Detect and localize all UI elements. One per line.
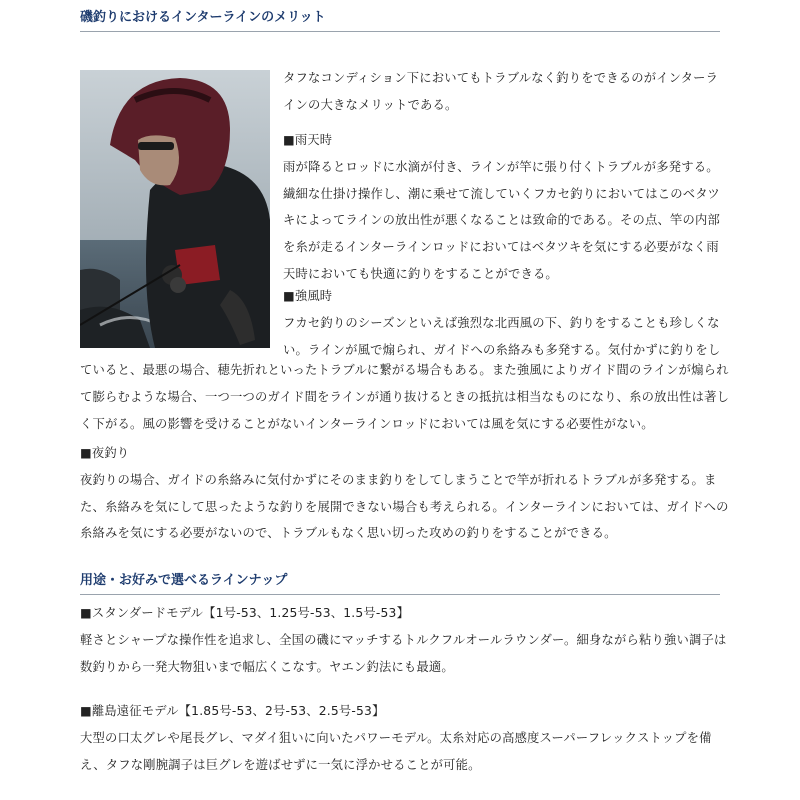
wind-line: く下がる。風の影響を受けることがないインターラインロッドにおいては風を気にする必要性がない。 [80, 416, 654, 431]
standard-model-line: 数釣りから一発大物狙いまで幅広くこなす。ヤエン釣法にも最適。 [80, 659, 454, 674]
rain-section [283, 127, 720, 288]
wind-heading: ■強風時 [283, 289, 333, 303]
night-section [80, 440, 729, 547]
section-title-merits: 磯釣りにおけるインターラインのメリット [80, 8, 720, 32]
night-line: 糸絡みを気にする必要がないので、トラブルもなく思い切った攻めの釣りをすることができる。 [80, 526, 617, 541]
wind-line: ていると、最悪の場合、穂先折れといったトラブルに繋がる場合もある。また強風によりガイド間のラインが煽られ [80, 363, 729, 377]
section-title-lineup: 用途・お好みで選べるラインナップ [80, 571, 720, 595]
rain-line: 雨が降るとロッドに水滴が付き、ラインが竿に張り付くトラブルが多発する。 [283, 159, 719, 174]
intro-text [283, 65, 718, 119]
wind-section-continued [80, 357, 729, 437]
intro-line: タフなコンディション下においてもトラブルなく釣りをできるのがインターラ [283, 71, 719, 85]
rain-line: を糸が走るインターラインロッドにおいてはベタツキを気にする必要がなく雨 [283, 240, 719, 255]
night-line: た、糸絡みを気にして思ったような釣りを展開できない場合も考えられる。インターラインにおいては、ガイドへの [80, 499, 729, 514]
rain-heading: ■雨天時 [283, 133, 333, 147]
standard-model-line: 軽さとシャープな操作性を追求し、全国の磯にマッチするトルクフルオールラウンダー。細身ながら粘り強い調子は [80, 632, 727, 647]
angler-photo [80, 70, 270, 348]
night-heading: ■夜釣り [80, 446, 130, 460]
rain-line: 繊細な仕掛け操作し、潮に乗せて流していくフカセ釣りにおいてはこのベタツ [283, 186, 720, 201]
wind-line: て膨らむような場合、一つ一つのガイド間をラインが通り抜けるときの抵抗は相当なものになり、糸の放出性は著し [80, 389, 730, 404]
rain-line: 天時においても快適に釣りをすることができる。 [283, 266, 558, 281]
intro-line: インの大きなメリットである。 [283, 97, 458, 112]
remote-model-line: 大型の口太グレや尾長グレ、マダイ狙いに向いたパワーモデル。太糸対応の高感度スーパーフレックストップを備 [80, 730, 712, 745]
wind-line: フカセ釣りのシーズンといえば強烈な北西風の下、釣りをすることも珍しくな [283, 315, 720, 330]
standard-model-section [80, 600, 727, 680]
remote-model-line: え、タフな剛腕調子は巨グレを遊ばせずに一気に浮かせることが可能。 [80, 757, 481, 772]
wind-section [283, 283, 720, 363]
remote-model-heading: ■離島遠征モデル【1.85号-53、2号-53、2.5号-53】 [80, 704, 385, 718]
standard-model-heading: ■スタンダードモデル【1号-53、1.25号-53、1.5号-53】 [80, 606, 410, 620]
rain-line: キによってラインの放出性が悪くなることは致命的である。その点、竿の内部 [283, 213, 721, 228]
wind-line: い。ラインが風で煽られ、ガイドへの糸絡みも多発する。気付かずに釣りをし [283, 342, 721, 357]
night-line: 夜釣りの場合、ガイドの糸絡みに気付かずにそのまま釣りをしてしまうことで竿が折れるトラブルが多発する。ま [80, 472, 717, 487]
remote-model-section [80, 698, 712, 778]
